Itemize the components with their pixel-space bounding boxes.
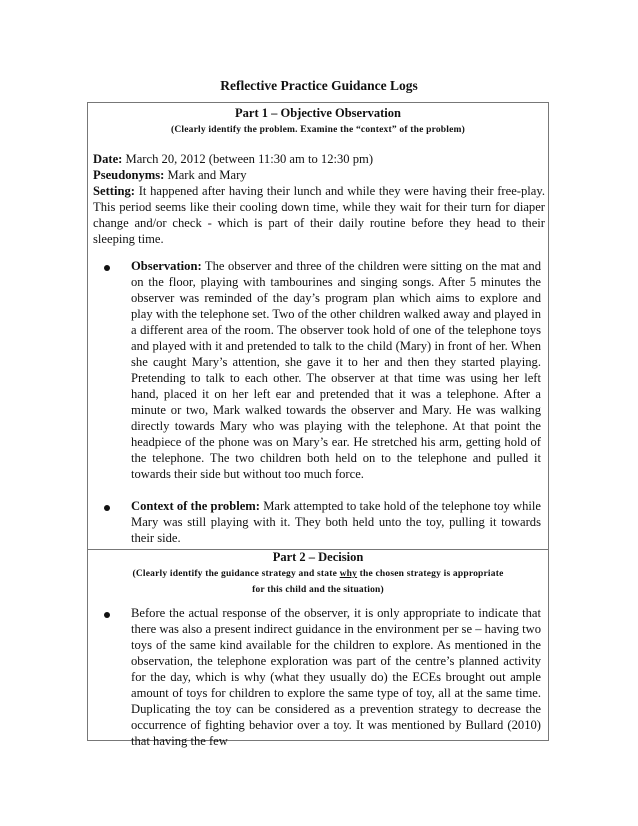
pseudonyms-value: Mark and Mary — [164, 168, 247, 182]
guidance-log-table — [87, 102, 549, 748]
part2-subtitle-line2: for this child and the situation) — [252, 585, 384, 595]
observation-value: The observer and three of the children were sitting on the mat and on the floor, playing with tambourines and singing songs. After 5 minutes the observer was reminded of the day’s program plan which aims to explore and play with the telephone set. Two of the other children walked away and played in a different area of the room. The observer took hold of one of the telephone toys and played with it and pretended to talk to the child (Mary) in front of her. When she caught Mary’s attention, she gave it to her and then they started playing. Pretending to talk to each other. The observer at that time was using her left hand, placed it on her left ear and pretended that it was a telephone. After a minute or two, Mark walked towards the observer and Mary. He was walking directly towards Mary who was playing with the telephone. At that point the headpiece of the phone was on Mary’s ear. He stretched his arm, getting hold of the telephone. The two children both held on to the telephone and pulled it towards their side but without too much force. — [131, 259, 541, 481]
context-paragraph — [131, 498, 541, 546]
date-label: Date: — [93, 152, 123, 166]
context-label: Context of the problem: — [131, 499, 260, 513]
context-value: Mark attempted to take hold of the telephone toy while Mary was still playing with it. They both held unto the toy, pulling it towards their side. — [131, 499, 541, 545]
part2-subtitle-text: (Clearly identify the guidance strategy and state — [132, 569, 340, 579]
pseudonyms-line — [93, 167, 545, 183]
part2-subtitle-text: the chosen strategy is appropriate — [357, 569, 504, 579]
part1-subtitle: (Clearly identify the problem. Examine the “context” of the problem) — [171, 125, 465, 135]
part1-title: Part 1 – Objective Observation — [235, 106, 401, 120]
bullet-icon — [104, 505, 110, 511]
setting-label: Setting: — [93, 184, 135, 198]
part2-title: Part 2 – Decision — [272, 550, 364, 564]
part2-subtitle — [88, 566, 548, 598]
decision-paragraph: Before the actual response of the observer, it is only appropriate to indicate that there was also a present indirect guidance in the environment per se – having two toys of the same kind available for the children to explore. As mentioned in the observation, the telephone exploration was part of the centre’s planned activity for the day, which is why (what they usually do) the ECEs brought out ample amount of toys for children to explore the same type of toy, all at the same time. Duplicating the toy can be considered as a prevention strategy to decrease the occurrence of fighting behavior over a toy. It was mentioned by Bullard (2010) that having the few — [131, 606, 541, 748]
part2-subtitle-emphasis: why — [339, 569, 358, 579]
bullet-icon — [104, 612, 110, 618]
bullet-icon — [104, 265, 110, 271]
date-value: March 20, 2012 (between 11:30 am to 12:30 pm) — [122, 152, 374, 166]
setting-paragraph — [93, 183, 545, 247]
observation-paragraph — [131, 258, 541, 482]
pseudonyms-label: Pseudonyms: — [93, 168, 165, 182]
observation-label: Observation: — [131, 259, 202, 273]
date-line — [93, 151, 545, 167]
setting-value: It happened after having their lunch and while they were having their free-play. This period seems like their cooling down time, while they wait for their turn for diaper change and/or check - which is part of their daily routine before they head to their sleeping time. — [93, 184, 545, 246]
document-title: Reflective Practice Guidance Logs — [220, 78, 418, 93]
